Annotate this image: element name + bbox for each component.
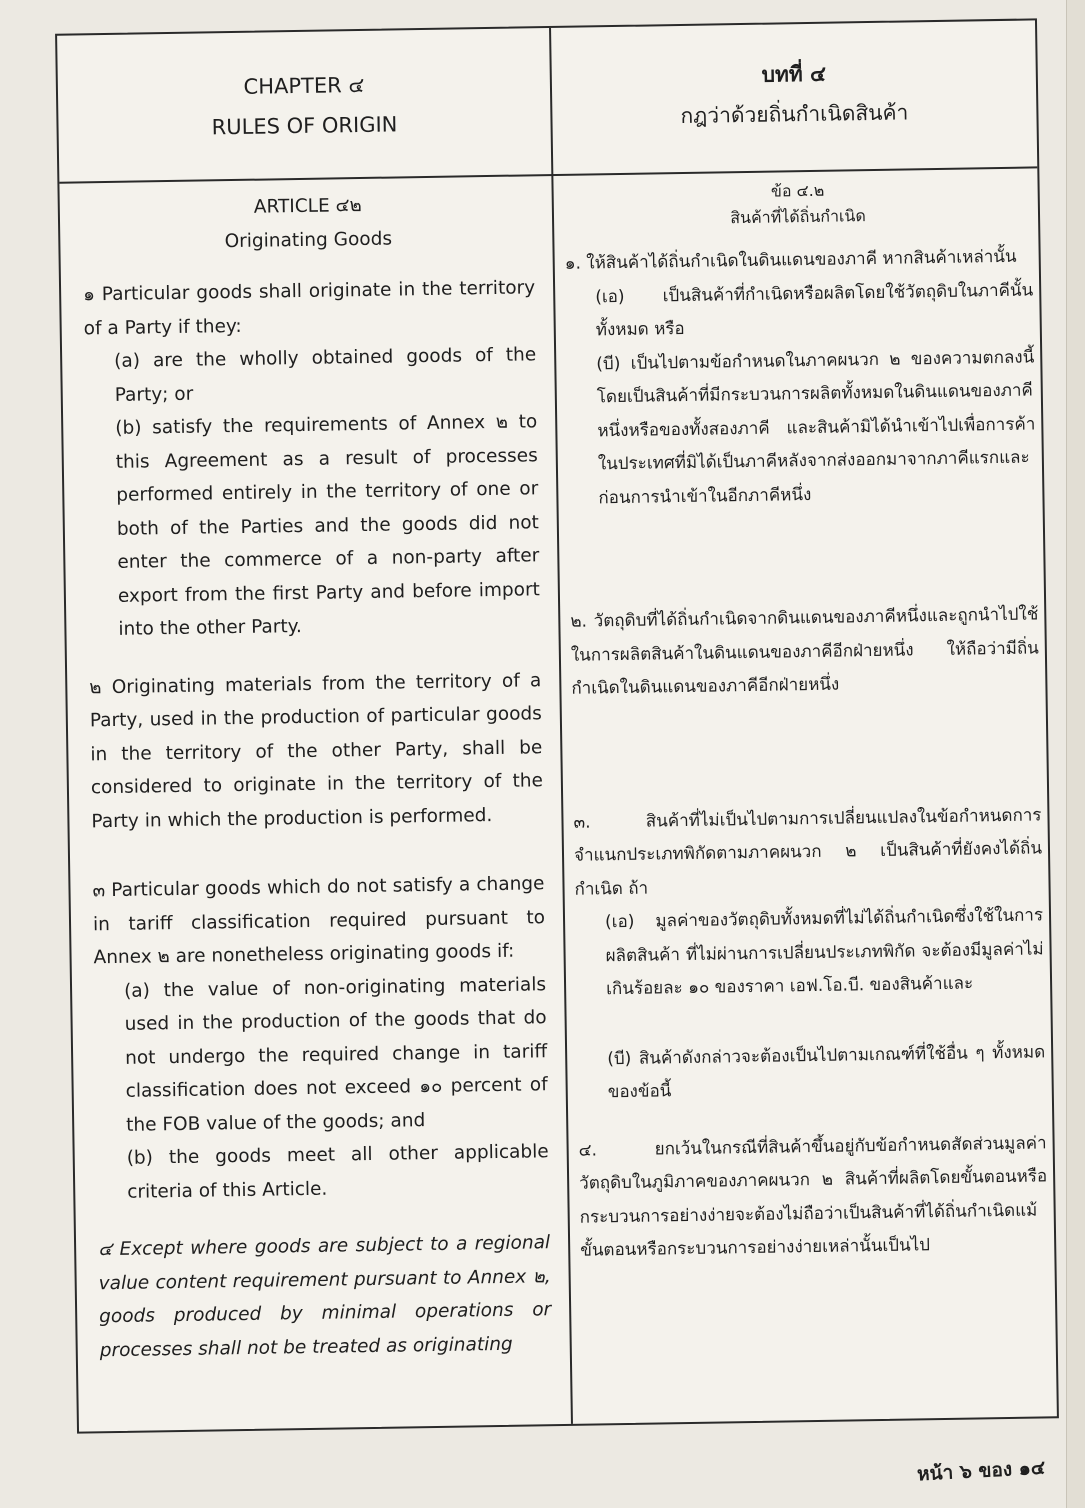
english-column xyxy=(59,176,570,1368)
th-paragraph-1a: (เอ) เป็นสินค้าที่กำเนิดหรือผลิตโดยใช้วัตถุดิบในภาคีนั้นทั้งหมด หรือ xyxy=(595,279,1034,341)
en-paragraph-3a: (a) the value of non-originating materials used in the production of the goods that do not undergo the required change in tariff classification does not exceed ๑๐ percent of the FOB value of the goods; and xyxy=(123,973,548,1136)
chapter-title-en: CHAPTER ๔ xyxy=(243,72,365,99)
article-subtitle-en: Originating Goods xyxy=(224,228,393,252)
en-paragraph-3: ๓ Particular goods which do not satisfy a change in tariff classification required pursuant to Annex ๒ are nonetheless originating goods if: xyxy=(92,873,546,969)
th-paragraph-3a: (เอ) มูลค่าของวัตถุดิบทั้งหมดที่ไม่ได้ถิ่นกำเนิดซึ่งใช้ในการผลิตสินค้า ที่ไม่ผ่านการเปลี่ยนประเภทพิกัด จะต้องมีมูลค่าไม่เกินร้อยละ ๑๐ ของราคา เอฟ.โอ.บี. ของสินค้าและ xyxy=(604,905,1044,1000)
chapter-subtitle-th: กฎว่าด้วยถิ่นกำเนิดสินค้า xyxy=(680,100,909,128)
chapter-header-thai xyxy=(551,20,1037,174)
en-paragraph-1a: (a) are the wholly obtained goods of the Party; or xyxy=(114,344,537,406)
en-paragraph-1: ๑ Particular goods shall originate in the territory of a Party if they: xyxy=(83,277,536,339)
article-heading-en xyxy=(82,186,535,260)
article-subtitle-th: สินค้าที่ได้ถิ่นกำเนิด xyxy=(730,206,866,228)
chapter-title-th: บทที่ ๔ xyxy=(761,61,827,87)
adjacent-page-edge xyxy=(1066,0,1085,1508)
th-paragraph-1b: (บี) เป็นไปตามข้อกำหนดในภาคผนวก ๒ ของความตกลงนี้ โดยเป็นสินค้าที่มีกระบวนการผลิตทั้งหมดในดินแดนของภาคีหนึ่งหรือของทั้งสองภาคี และสินค้ามิได้นำเข้าไปเพื่อการค้าในประเทศที่มิได้เป็นภาคีหลังจากส่งออกมาจากภาคีแรกและก่อนการนำเข้าในอีกภาคีหนึ่ง xyxy=(596,346,1036,508)
chapter-header-english xyxy=(57,28,551,182)
en-paragraph-2: ๒ Originating materials from the territory of a Party, used in the production of particular goods in the territory of the other Party, shall be considered to originate in the territory of the Party in which the production is performed. xyxy=(89,669,544,832)
th-paragraph-1: ๑. ให้สินค้าได้ถิ่นกำเนิดในดินแดนของภาคี หากสินค้าเหล่านั้น xyxy=(564,246,1017,274)
article-heading-th xyxy=(563,174,1032,233)
th-paragraph-2: ๒. วัตถุดิบที่ได้ถิ่นกำเนิดจากดินแดนของภาคีหนึ่งและถูกนำไปใช้ในการผลิตสินค้าในดินแดนของภาคีอีกฝ่ายหนึ่ง ให้ถือว่ามีถิ่นกำเนิดในดินแดนของภาคีอีกฝ่ายหนึ่ง xyxy=(570,604,1039,699)
en-paragraph-1b: (b) satisfy the requirements of Annex ๒ to this Agreement as a result of processes performed entirely in the territory of one or both of the Parties and the goods did not enter the commerce of a non-party after export from the first Party and before import into the other Party. xyxy=(115,411,541,640)
th-paragraph-3: ๓. สินค้าที่ไม่เป็นไปตามการเปลี่ยนแปลงในข้อกำหนดการจำแนกประเภทพิกัดตามภาคผนวก ๒ เป็นสินค้าที่ยังคงได้ถิ่นกำเนิด ถ้า xyxy=(573,804,1043,900)
page-number: หน้า ๖ ของ ๑๔ xyxy=(916,1456,1046,1486)
en-paragraph-3b: (b) the goods meet all other applicable criteria of this Article. xyxy=(126,1141,549,1203)
article-title-th: ข้อ ๔.๒ xyxy=(770,180,825,201)
bilingual-table xyxy=(55,18,1059,1433)
chapter-subtitle-en: RULES OF ORIGIN xyxy=(211,112,398,140)
th-paragraph-3b: (บี) สินค้าดังกล่าวจะต้องเป็นไปตามเกณฑ์ที่ใช้อื่น ๆ ทั้งหมดของข้อนี้ xyxy=(607,1041,1046,1103)
en-paragraph-4: ๔ Except where goods are subject to a regional value content requirement pursuant to Annex ๒, goods produced by minimal operations or processes shall not be treated as originating xyxy=(98,1232,552,1361)
thai-column xyxy=(553,168,1054,1268)
article-title-en: ARTICLE ๔๒ xyxy=(253,195,362,218)
th-paragraph-4: ๔. ยกเว้นในกรณีที่สินค้าขึ้นอยู่กับข้อกำหนดสัดส่วนมูลค่าวัตถุดิบในภูมิภาคของภาคผนวก ๒ สินค้าที่ผลิตโดยขั้นตอนหรือกระบวนการอย่างง่ายจะต้องไม่ถือว่าเป็นสินค้าที่ได้ถิ่นกำเนิดแม้ขั้นตอนหรือกระบวนการอย่างง่ายเหล่านั้นเป็นไป xyxy=(578,1132,1048,1261)
